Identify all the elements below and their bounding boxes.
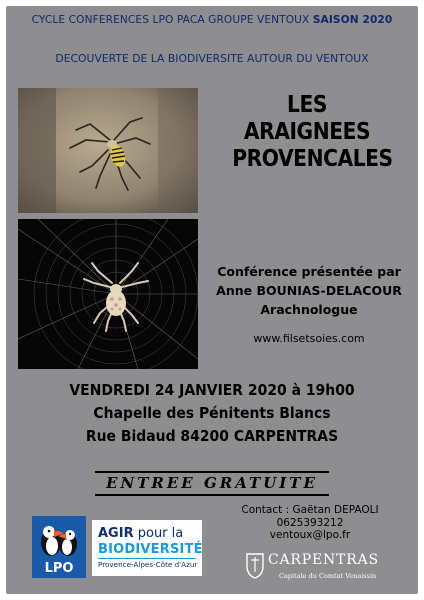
photo-wasp-spider bbox=[18, 88, 198, 213]
event-date: VENDREDI 24 JANVIER 2020 à 19h00 bbox=[69, 381, 355, 399]
conference-title bbox=[232, 92, 393, 173]
series-subtitle: DECOUVERTE DE LA BIODIVERSITE AUTOUR DU VENTOUX bbox=[55, 52, 369, 65]
speaker-intro: Conférence présentée par bbox=[217, 264, 401, 279]
series-prefix: CYCLE CONFERENCES LPO PACA GROUPE VENTOUX bbox=[31, 14, 310, 26]
speaker-role: Arachnologue bbox=[260, 302, 358, 317]
puffin-icon bbox=[32, 516, 86, 560]
carpentras-logo-tagline: Capitale du Comtat Venaissin bbox=[279, 572, 377, 580]
lpo-logo bbox=[32, 516, 86, 578]
carpentras-crest-icon bbox=[244, 550, 266, 580]
carpentras-logo-name: CARPENTRAS bbox=[268, 552, 379, 568]
title-line-2: ARAIGNEES bbox=[243, 119, 371, 145]
event-details bbox=[0, 379, 424, 448]
entry-rule-bottom bbox=[95, 494, 329, 496]
agir-pour-la: pour la bbox=[137, 526, 184, 541]
agir-logo-region: Provence-Alpes-Côte d'Azur bbox=[98, 560, 198, 569]
agir-logo-line-1 bbox=[98, 526, 183, 541]
title-line-1: LES bbox=[287, 92, 327, 118]
agir-biodiversite-logo bbox=[92, 520, 202, 576]
speaker-name: Anne BOUNIAS-DELACOUR bbox=[216, 283, 402, 298]
photo-garden-spider bbox=[18, 219, 198, 369]
event-address: Rue Bidaud 84200 CARPENTRAS bbox=[85, 427, 339, 445]
season-label: SAISON 2020 bbox=[312, 14, 393, 26]
contact-label: Contact : Gaëtan DEPAOLI bbox=[241, 504, 379, 516]
agir-logo-divider bbox=[98, 558, 196, 559]
free-entry-label: ENTREE GRATUITE bbox=[106, 474, 318, 492]
contact-email-link[interactable]: ventoux@lpo.fr bbox=[269, 529, 351, 541]
contact-block bbox=[220, 504, 400, 542]
entry-rule-top bbox=[95, 471, 329, 473]
agir-word: AGIR bbox=[98, 526, 134, 541]
speaker-block bbox=[196, 262, 422, 319]
speaker-website-link[interactable]: www.filsetsoies.com bbox=[253, 332, 365, 345]
event-place: Chapelle des Pénitents Blancs bbox=[93, 404, 331, 422]
contact-phone: 0625393212 bbox=[276, 516, 344, 529]
lpo-logo-text: LPO bbox=[44, 561, 74, 576]
agir-logo-line-2: BIODIVERSITÉ bbox=[98, 542, 203, 557]
title-line-3: PROVENCALES bbox=[232, 146, 393, 172]
series-header bbox=[0, 14, 424, 26]
